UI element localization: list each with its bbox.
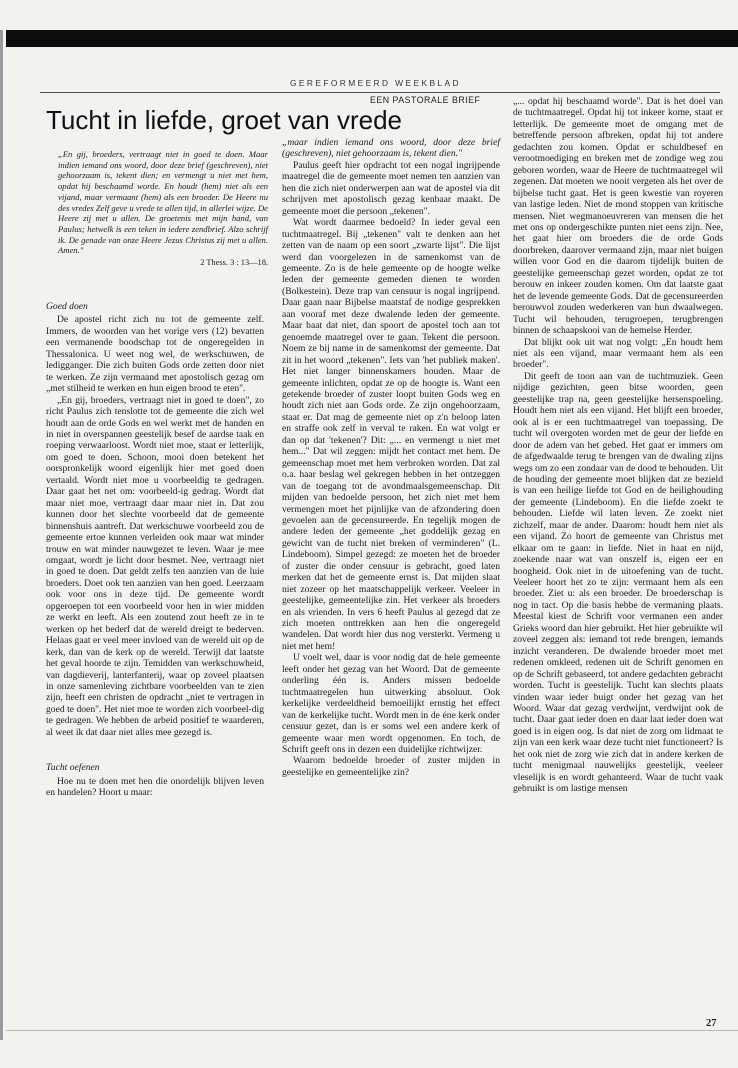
masthead-rule [40,92,720,93]
paragraph: Hoe nu te doen met hen die onordelijk blijven leven en handelen? Hoort u maar: [46,775,264,799]
scripture-motto [58,149,268,269]
paragraph: „... opdat hij beschaamd worde". Dat is het doel van de tuchtmaatregel. Opdat hij tot inkeer kome, staat er letterlijk. De gemeente moet de omgang met de betreffende persoon afbreken, opdat hij tot andere gedachten zou komen. Opdat er schuldbesef en verootmoediging en breken met de zondige weg zou geboren worden, waar de Heere de tuchtmaatregel wil zegenen. Dat moeten we nooit vergeten als het over de bijbelse tucht gaat. Het is geen kwestie van royeren van lastige leden. Niet de mond stoppen van kritische mensen. Niet wegmanoeuvreren van mensen die het met ons op ondergeschikte punten niet eens zijn. Nee, het gaat hier om broeders die de orde Gods doorbreken, daarover vermaand zijn, maar niet buigen willen voor God en die daarom tijdelijk buiten de geestelijke gemeenschap gezet worden, opdat ze tot berouw en inkeer zouden komen. Om dat laatste gaat het de levende gemeente Gods. Dat de gecensureerden berouwvol zouden wederkeren van hun dwaalwegen. Tucht wil behouden, terugroepen, terugbrengen binnen de schaapskooi van de hemelse Herder. [513,96,723,337]
quoted-verse: „maar indien iemand ons woord, door deze brief (geschreven), niet gehoorzaam is, tekent dien." [282,137,500,160]
article-kicker: EEN PASTORALE BRIEF [370,95,481,105]
article-title: Tucht in liefde, groet van vrede [46,105,403,135]
left-page-edge [0,30,3,1040]
paragraph: „En gij, broeders, vertraagt niet in goed te doen", zo richt Paulus zich tenslotte tot de gemeente die zich wel houdt aan de orde Gods en wel werkt met de handen en in niet in overspannen geestelijk besef de aardse taak en roeping verwaarloost. Wordt niet moe, staat er letterlijk, om goed te doen. Schoon, mooi doen betekent het oorspronkelijk woord eigenlijk hier met goed doen vertaald. Wordt niet moe u voorbeeldig te gedragen. Daar gaat het net om: voorbeeld-ig gedrag. Wordt dat maar niet moe, vertraagt daar maar niet in. Dat zou kunnen door het slechte voorbeeld dat de gemeente binnenshuis aantreft. Dat werkschuwe voorbeeld zou de gemeente ertoe kunnen verleiden ook maar wat minder trouw en wat minder nauwgezet te leven. Waar je mee omgaat, wordt je licht door besmet. Nee, vertraagt niet in goed te doen. Dat geldt zelfs ten aanzien van de luie broeders. Doet ook ten aanzien van hen goed. Leerzaam ook voor ons in deze tijd. De gemeente wordt opgeroepen tot een voorbeeld voor hen in wier midden ze werkt en leeft. Als een zoutend zout heeft ze in te werken op het bederf dat de wereld dreigt te bederven. Helaas gaat er veel meer invloed van de wereld uit op de kerk, dan van de kerk op de wereld. Terwijl dat laatste het geval hoorde te zijn. Temidden van werkschuwheid, van dagdieverij, lanterfanterij, waar op zoveel plaatsen in onze samenleving zichtbare voorbeelden van te zien zijn, heeft een christen de opdracht „niet te vertragen in goed te doen". Het niet moe te worden zich voorbeel-dig te gedragen. We hebben de arbeid positief te waarderen, al weet ik dat daar niet alles mee gezegd is. [46,394,264,738]
motto-reference: 2 Thess. 3 : 13—18. [200,258,268,268]
paragraph: Paulus geeft hier opdracht tot een nogal ingrijpende maatregel die de gemeente moet nemen ten aanzien van hen die zich niet onderwerpen aan wat de apostel via dit schrijven met apostolisch gezag kenbaar maakt. De gemeente moet die persoon „tekenen". [282,159,500,217]
paragraph: Waarom bedoelde broeder of zuster mijden in geestelijke en gemeentelijke zin? [282,755,500,778]
column-3 [513,96,723,795]
subhead-goed-doen: Goed doen [46,301,88,312]
column-1 [46,301,264,799]
motto-text: „En gij, broeders, vertraagt niet in goed te doen. Maar indien iemand ons woord, door deze brief (geschreven), niet gehoorzaam is, tekent dien; en vermengt u niet met hem, opdat hij beschaamd worde. En houdt (hem) niet als een vijand, maar vermaant (hem) als een broeder. De Heere nu des vredes Zelf geve u vrede te allen tijd, in allerlei wijze. De Heere zij met u allen. De groetenis met mijn hand, van Paulus; hetwelk is een teken in iedere zendbrief. Alzo schrijf ik. De genade van onze Heere Jezus Christus zij met u allen. Amen." [58,149,268,256]
publication-masthead: GEREFORMEERD WEEKBLAD [290,78,461,88]
paragraph: Dat blijkt ook uit wat nog volgt: „En houdt hem niet als een vijand, maar vermaant hem als een broeder". [513,336,723,371]
bottom-rule [6,1030,738,1031]
paragraph: De apostel richt zich nu tot de gemeente zelf. Immers, de woorden van het vorige vers (12) bevatten een vermanende boodschap tot de ongeregelden in Thessalonica. U weet nog wel, de werkschuwen, de ledigganger. Die zich buiten Gods orde zetten door niet te werken. Ze zijn vermaand met apostolisch gezag om „met stilheid te werken en hun eigen brood te eten". [46,314,264,395]
page-number: 27 [706,1018,717,1029]
paragraph: Dit geeft de toon aan van de tuchtmuziek. Geen nijdige gezichten, geen bitse woorden, geen geestelijke trap na, geen geestelijke hersenspoeling. Houdt hem niet als een vijand. Het blijft een broeder, ook al is er een tuchtmaatregel van toepassing. De tucht wil overgoten worden met de geur der liefde en door de adem van het gebed. Het gaat er immers om de afgedwaalde terug te brengen van de dwaling zijns wegs om zo een zondaar van de dood te behouden. Uit de houding der gemeente moet blijken dat ze bezield is van een heilige liefde tot God en de heilighouding der gemeente (Lindeboom). En die liefde zoekt te behouden. Liefde wil laten leven. Ze zoekt niet zichzelf, maar de ander. Daarom: houdt hem niet als een vijand. Zo hoort de gemeente van Christus met elkaar om te gaan: in liefde. Niet in haat en nijd, zoekende naar wat van onszelf is, eigen eer en hoogheid. Ook niet in de uitoefening van de tucht. Veeleer hoort het zo te zijn: vermaant hem als een broeder. Ziet u: als een broeder. De broederschap is nog in tact. Op die basis hebbe de vermaning plaats. Meestal kiest de Schrift voor vermanen een ander Grieks woord dan hier gebruikt. Het hier gebruikte wil zoveel zeggen als: iemand tot rede brengen, iemands inzicht veranderen. De dwalende broeder moet met redenen omkleed, redenen uit de Schrift genomen en op de Schrift gebaseerd, tot andere gedachten gebracht worden. Tucht is geestelijk. Tucht kan slechts plaats vinden waar ieder buigt onder het gezag van het Woord. Waar dat gezag verdwijnt, verdwijnt ook de tucht. Daar gaat ieder doen en daar laat ieder doen wat goed is in eigen oog. Is dat niet de zorg om lidmaat te zijn van een kerk waar deze tucht niet functioneert? Is het ook niet de zorg wie zich dat in andere kerken de tucht menigmaal nauwelijks geestelijk, veeleer vleselijk is en wordt gehanteerd. Waar de tucht vaak gebruikt is om lastige mensen [513,370,723,795]
subhead-tucht-oefenen: Tucht oefenen [46,762,100,774]
paragraph: U voelt wel, daar is voor nodig dat de hele gemeente leeft onder het gezag van het Woord. Dat de gemeente onderling één is. Anders missen bedoelde tuchtmaatregelen hun uitwerking absoluut. Ook kerkelijke verdeeldheid bemoeilijkt ernstig het effect van de kerkelijke tucht. Wordt men in de éne kerk onder censuur gezet, dan is er soms wel een andere kerk of gemeente waar men wordt opgenomen. En toch, de Schrift geeft ons in dezen een duidelijke richtwijzer. [282,652,500,756]
paragraph: Wat wordt daarmee bedoeld? In ieder geval een tuchtmaatregel. Bij „tekenen" valt te denken aan het zetten van de naam op een soort „zwarte lijst". Die lijst werd dan voorgelezen in de samenkomst van de gemeente. Zo is de hele gemeente op de hoogte welke leden der gemeente gemeden dienen te worden (Bolkestein). Deze trap van censuur is nogal ingrijpend. Daar gaan naar Bijbelse maatstaf de nodige gesprekken aan vooraf met deze dwalende leden der gemeente. Maar baat dat niet, dan spoort de apostel toch aan tot genoemde maatregel over te gaan. Tekent die persoon. Noem ze bij name in de samenkomst der gemeente. Dat zit in het woord „tekenen". Iets van 'het publiek maken'. Het niet langer binnenskamers houden. Maar de gemeente inlichten, opdat ze op de hoogte is. Want een getekende broeder of zuster loopt buiten Gods weg en houdt zich niet aan Gods orde. Ze zijn ongehoorzaam, staat er. Dat mag de gemeente niet op z'n beloop laten en straffe ook zelf in verval te raken. En wat volgt er dan op dat 'tekenen'? Dit: „... en vermengt u niet met hem..." Dat wil zeggen: mijdt het contact met hem. De gemeenschap moet met hem verbroken worden. Dat zal o.a. haar beslag wel gekregen hebben in het ontzeggen van de toegang tot de avondmaalsgemeenschap. Dit mijden van bedoelde persoon, het zich niet met hem vermengen moet het pijnlijke van de afzondering doen gevoelen aan de gecensureerde. En tegelijk mogen de andere leden der gemeente „het goddelijk gezag en gewicht van de tucht niet breken of verminderen" (L. Lindeboom). Simpel gezegd: ze moeten het de broeder of zuster die onder censuur is gebracht, goed laten merken dat het de gemeente ernst is. Dat mijden slaat niet zozeer op het maatschappelijk verkeer. Veeleer in geestelijke, gemeentelijke zin. Het verkeer als broeders en als vrienden. In vers 6 heeft Paulus al gezegd dat ze zich moeten onttrekken aan hen die ongeregeld wandelen. Dat wordt hier dus nog versterkt. Vermeng u niet met hem! [282,217,500,652]
column-2 [282,137,500,778]
top-black-bar [6,30,738,47]
